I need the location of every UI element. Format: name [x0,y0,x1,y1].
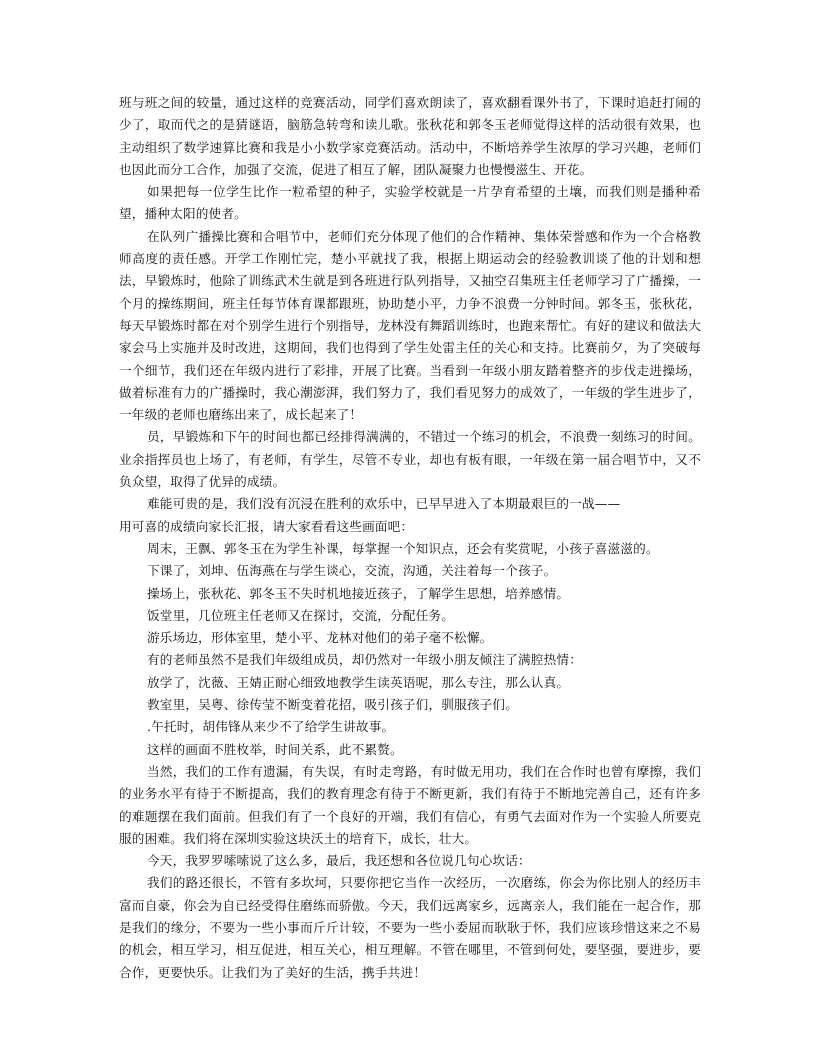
paragraph-11: 游乐场边，形体室里，楚小平、龙林对他们的弟子毫不松懈。 [147,630,493,646]
paragraph-17: 当然，我们的工作有遗漏，有失误，有时走弯路，有时做无用功，我们在合作时也曾有摩擦，我们的业务水平有待于不断提高，我们的教育理念有待于不断更新，我们有待于不断地完善自己，还有许多的难题摆在我们面前。但我们有了一个良好的开端，我们有信心，有勇气去面对作为一个实验人所要克服的困难。我们将在深圳实验这块沃土的培育下，成长，壮大。 [119,763,701,846]
paragraph-2: 如果把每一位学生比作一粒希望的种子，实验学校就是一片孕育希望的土壤，而我们则是播种希望，播种太阳的使者。 [119,184,701,222]
paragraph-13: 放学了，沈薇、王婧正耐心细致地教学生读英语呢，那么专注，那么认真。 [147,674,570,690]
paragraph-7: 周末，王飘、郭冬玉在为学生补课，每掌握一个知识点，还会有奖赏呢，小孩子喜滋滋的。 [147,540,659,556]
paragraph-9: 操场上，张秋花、郭冬玉不失时机地接近孩子，了解学生思想，培养感情。 [147,585,570,601]
paragraph-4: 员，早锻炼和下午的时间也都已经排得满满的，不错过一个练习的机会，不浪费一刻练习的时间。业余指挥员也上场了，有老师，有学生，尽管不专业，却也有板有眼，一年级在第一届合唱节中，又不负众望，取得了优异的成绩。 [119,429,701,490]
paragraph-5: 难能可贵的是，我们没有沉浸在胜利的欢乐中，已早早进入了本期最艰巨的一战—— [147,496,621,512]
paragraph-19: 我们的路还很长，不管有多坎坷，只要你把它当作一次经历，一次磨练，你会为你比别人的经历丰富而自豪，你会为自已经受得住磨练而骄傲。今天，我们远离家乡，远离亲人，我们能在一起合作，那是我们的缘分，不要为一些小事而斤斤计较，不要为一些小委屈而耿耿于怀，我们应该珍惜这来之不易的机会，相互学习，相互促进，相互关心，相互理解。不管在哪里，不管到何处，要坚强，要进步，要合作，更要快乐。让我们为了美好的生活，携手共进！ [119,875,701,980]
paragraph-1: 班与班之间的较量，通过这样的竞赛活动，同学们喜欢朗读了，喜欢翻看课外书了，下课时追赶打闹的少了，取而代之的是猜谜语，脑筋急转弯和读儿歌。张秋花和郭冬玉老师觉得这样的活动很有效果，也主动组织了数学速算比赛和我是小小数学家竞赛活动。活动中，不断培养学生浓厚的学习兴趣，老师们也因此而分工合作，加强了交流，促进了相互了解，团队凝聚力也慢慢滋生、开花。 [119,95,701,177]
paragraph-14: 教室里，吴粤、徐传莹不断变着花招，吸引孩子们，驯服孩子们。 [147,697,519,713]
paragraph-3: 在队列广播操比赛和合唱节中，老师们充分体现了他们的合作精神、集体荣誉感和作为一个合格教师高度的责任感。开学工作刚忙完，楚小平就找了我，根据上期运动会的经验教训谈了他的计划和想法，早锻炼时，他除了训练武术生就是到各班进行队列指导，又抽空召集班主任老师学习了广播操，一个月的操练期间，班主任每节体育课都跟班，协助楚小平，力争不浪费一分钟时间。郭冬玉，张秋花，每天早锻炼时都在对个别学生进行个别指导，龙林没有舞蹈训练时，也跑来帮忙。有好的建议和做法大家会马上实施并及时改进，这期间，我们也得到了学生处雷主任的关心和支持。比赛前夕，为了突破每一个细节，我们还在年级内进行了彩排，开展了比赛。当看到一年级小朋友踏着整齐的步伐走进操场，做着标准有力的广播操时，我心潮澎湃，我们努力了，我们看见努力的成效了，一年级的学生进步了，一年级的老师也磨练出来了，成长起来了！ [119,228,701,423]
document-body [119,92,701,984]
paragraph-10: 饭堂里，几位班主任老师又在探讨，交流，分配任务。 [147,607,455,623]
paragraph-15: .午托时，胡伟锋从来少不了给学生讲故事。 [147,719,395,735]
paragraph-8: 下课了，刘坤、伍海燕在与学生谈心，交流，沟通，关注着每一个孩子。 [147,563,557,579]
paragraph-16: 这样的画面不胜枚举，时间关系，此不累赘。 [147,741,403,757]
paragraph-6: 用可喜的成绩向家长汇报，请大家看看这些画面吧： [119,518,414,534]
paragraph-12: 有的老师虽然不是我们年级组成员，却仍然对一年级小朋友倾注了满腔热情： [147,652,582,668]
paragraph-18: 今天，我罗罗嗦嗦说了这么多，最后，我还想和各位说几句心坎话： [147,853,531,869]
